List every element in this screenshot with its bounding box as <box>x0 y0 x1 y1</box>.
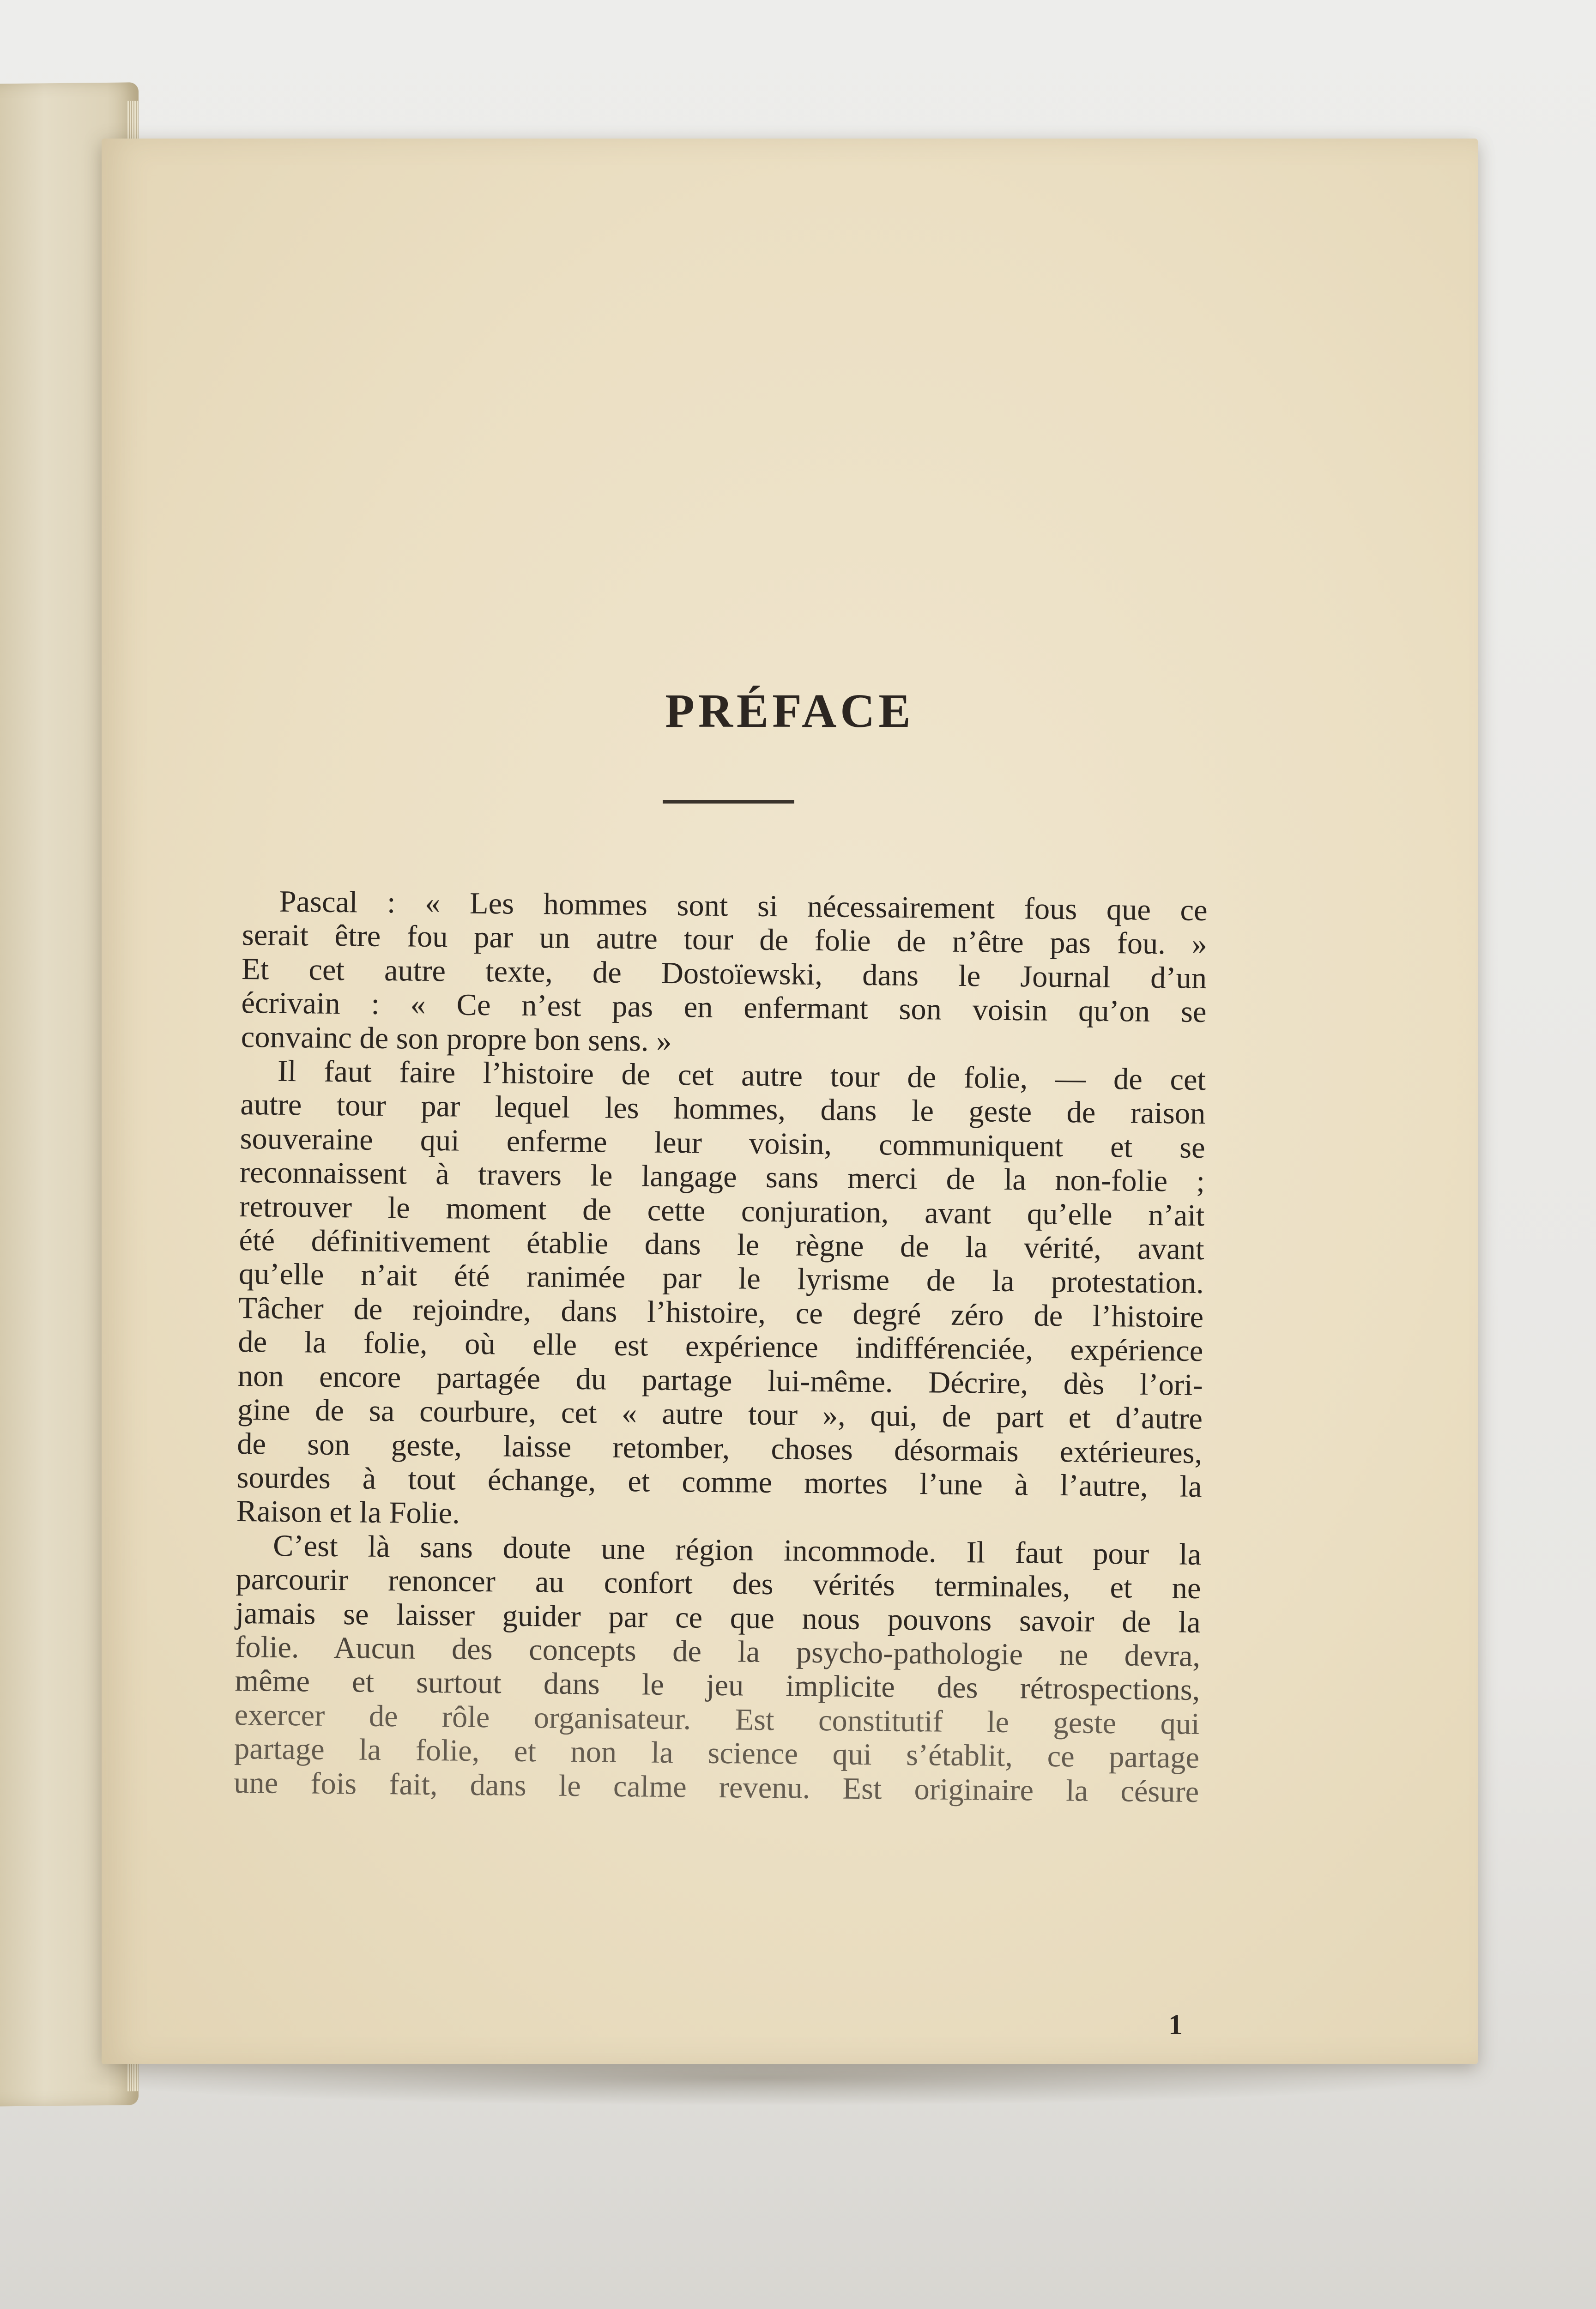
preface-text <box>234 884 1208 1809</box>
text-line: de son geste, laisse retomber, choses désormais extérieures, <box>237 1427 1203 1470</box>
text-line: qu’elle n’ait été ranimée par le lyrisme de la protestation. <box>238 1257 1204 1300</box>
text-line: partage la folie, et non la science qui s’établit, ce partage <box>234 1732 1200 1775</box>
text-line: non encore partagée du partage lui-même. Décrire, dès l’ori- <box>237 1359 1203 1402</box>
text-line: une fois fait, dans le calme revenu. Est originaire la césure <box>233 1765 1199 1809</box>
page-title: PRÉFACE <box>665 684 914 737</box>
title-rule <box>663 800 794 804</box>
text-line: Et cet autre texte, de Dostoïewski, dans le Journal d’un <box>241 952 1207 995</box>
text-line: même et surtout dans le jeu implicite des rétrospections, <box>235 1664 1200 1707</box>
page-number: 1 <box>1168 2009 1183 2041</box>
text-line: de la folie, où elle est expérience indifférenciée, expérience <box>238 1325 1203 1368</box>
text-line: été définitivement établie dans le règne de la vérité, avant <box>239 1223 1204 1267</box>
text-line: convainc de son propre bon sens. » <box>241 1020 672 1058</box>
text-line: écrivain : « Ce n’est pas en enfermant son voisin qu’on se <box>241 986 1207 1029</box>
text-line: parcourir renoncer au confort des vérités terminales, et ne <box>236 1562 1201 1606</box>
text-line: jamais se laisser guider par ce que nous pouvons savoir de la <box>235 1596 1201 1639</box>
text-line: C’est là sans doute une région incommode. Il faut pour la <box>272 1529 1202 1572</box>
text-line: retrouver le moment de cette conjuration, avant qu’elle n’ait <box>239 1189 1205 1233</box>
book-page <box>102 139 1478 2064</box>
text-line: folie. Aucun des concepts de la psycho-pathologie ne devra, <box>235 1630 1201 1673</box>
text-line: Pascal : « Les hommes sont si nécessairement fous que ce <box>279 884 1208 928</box>
text-line: gine de sa courbure, cet « autre tour », qui, de part et d’autre <box>237 1393 1203 1436</box>
text-line: souveraine qui enferme leur voisin, communiquent et se <box>240 1121 1205 1165</box>
text-line: serait être fou par un autre tour de folie de n’être pas fou. » <box>242 918 1208 961</box>
text-line: autre tour par lequel les hommes, dans le geste de raison <box>240 1088 1206 1131</box>
text-line: Il faut faire l’histoire de cet autre tour de folie, — de cet <box>277 1054 1206 1097</box>
text-line: Raison et la Folie. <box>236 1494 460 1530</box>
text-line: reconnaissent à travers le langage sans merci de la non-folie ; <box>239 1155 1205 1199</box>
text-line: sourdes à tout échange, et comme mortes l’une à l’autre, la <box>236 1460 1202 1504</box>
text-line: Tâcher de rejoindre, dans l’histoire, ce degré zéro de l’histoire <box>238 1291 1204 1334</box>
text-line: exercer de rôle organisateur. Est constitutif le geste qui <box>234 1698 1200 1741</box>
